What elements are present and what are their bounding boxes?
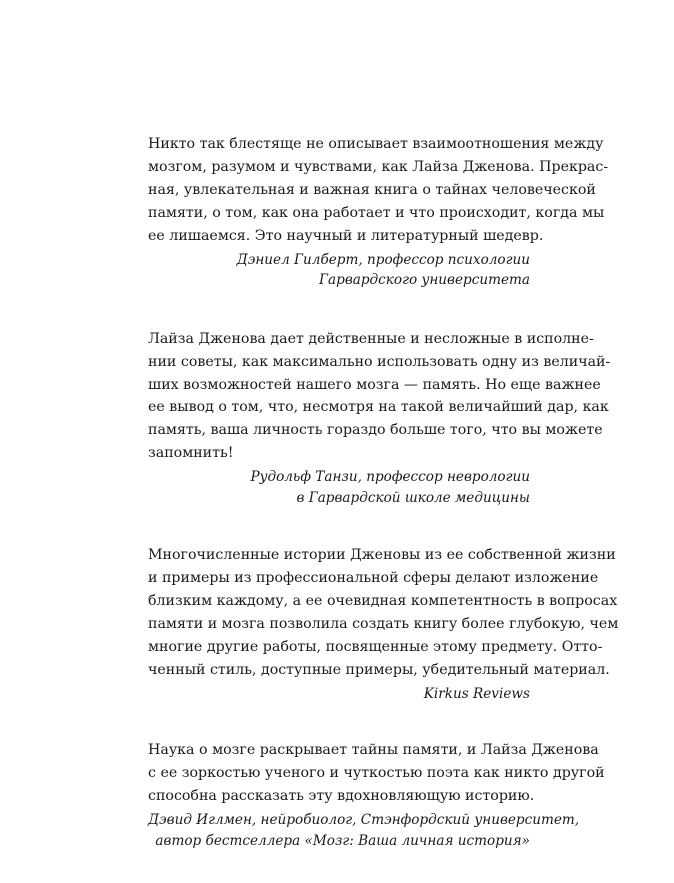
quote-line: Многочисленные истории Дженовы из ее собственной жизни: [148, 547, 616, 564]
quote-attribution: [148, 810, 580, 851]
quote-line: памяти и мозга позволила создать книгу более глубокую, чем: [148, 616, 619, 633]
attribution-line: в Гарвардской школе медицины: [296, 489, 530, 506]
quote-block-gilbert: [148, 133, 609, 291]
quote-line: близким каждому, а ее очевидная компетентность в вопросах: [148, 593, 618, 610]
quote-text: [148, 133, 609, 248]
quote-text: [148, 739, 605, 808]
quote-block-tanzi: [148, 328, 611, 509]
quote-line: ших возможностей нашего мозга — память. Но еще важнее: [148, 376, 601, 393]
quote-line: памяти, о том, как она работает и что происходит, когда мы: [148, 204, 605, 221]
attribution-line: Kirkus Reviews: [423, 685, 530, 702]
quote-line: нии советы, как максимально использовать одну из величай-: [148, 353, 611, 370]
quote-line: ченный стиль, доступные примеры, убедительный материал.: [148, 661, 610, 678]
attribution-line: Гарвардского университета: [319, 272, 530, 289]
quote-block-eagleman: [148, 739, 605, 851]
quote-line: Никто так блестяще не описывает взаимоотношения между: [148, 136, 604, 152]
quote-block-kirkus: [148, 544, 619, 704]
quote-line: способна рассказать эту вдохновляющую историю.: [148, 788, 535, 805]
quote-text: [148, 544, 619, 681]
quote-line: мозгом, разумом и чувствами, как Лайза Дженова. Прекрас-: [148, 158, 609, 175]
quote-line: запомнить!: [148, 445, 234, 462]
quote-line: память, ваша личность гораздо больше того, что вы можете: [148, 422, 603, 439]
attribution-line: автор бестселлера «Мозг: Ваша личная история»: [155, 832, 530, 849]
attribution-line: Дэвид Иглмен, нейробиолог, Стэнфордский университет,: [148, 812, 580, 829]
quote-line: ее лишаемся. Это научный и литературный шедевр.: [148, 227, 544, 244]
quote-attribution: [148, 684, 530, 705]
quote-line: Лайза Дженова дает действенные и несложные в исполне-: [148, 330, 594, 347]
quote-line: и примеры из профессиональной сферы делают изложение: [148, 570, 599, 587]
quote-attribution: [148, 250, 530, 291]
quote-line: ная, увлекательная и важная книга о тайнах человеческой: [148, 181, 596, 198]
quote-line: многие другие работы, посвященные этому предмету. Отто-: [148, 638, 603, 655]
quote-line: ее вывод о том, что, несмотря на такой величайший дар, как: [148, 399, 609, 416]
attribution-line: Рудольф Танзи, профессор неврологии: [250, 469, 530, 486]
praise-page: [148, 133, 619, 851]
quote-attribution: [148, 467, 530, 508]
attribution-line: Дэниел Гилберт, профессор психологии: [236, 251, 530, 268]
quote-line: Наука о мозге раскрывает тайны памяти, и Лайза Дженова: [148, 742, 599, 759]
quote-line: с ее зоркостью ученого и чуткостью поэта как никто другой: [148, 765, 605, 782]
quote-text: [148, 328, 611, 465]
